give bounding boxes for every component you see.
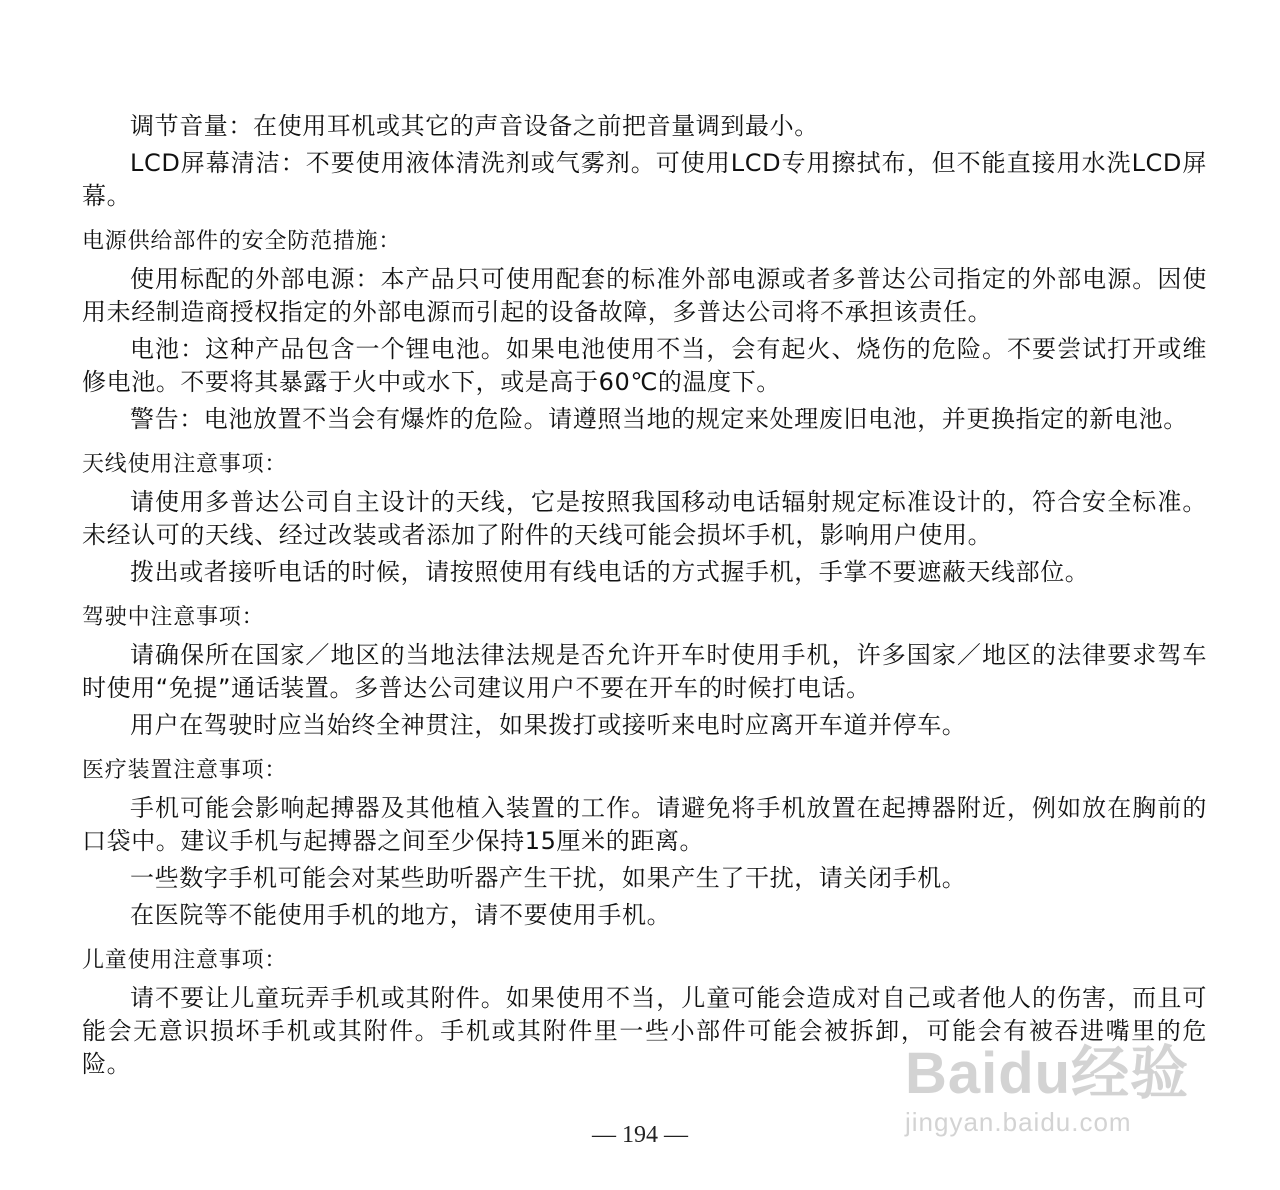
paragraph-pacemaker: 手机可能会影响起搏器及其他植入装置的工作。请避免将手机放置在起搏器附近，例如放在胸前的口袋中。建议手机与起搏器之间至少保持15厘米的距离。 — [82, 794, 1207, 855]
paragraph-driving-attention: 用户在驾驶时应当始终全神贯注，如果拨打或接听来电时应离开车道并停车。 — [130, 711, 967, 739]
paragraph-warning: 警告：电池放置不当会有爆炸的危险。请遵照当地的规定来处理废旧电池，并更换指定的新电池。 — [130, 405, 1188, 433]
paragraph-driving-law: 请确保所在国家／地区的当地法律法规是否允许开车时使用手机，许多国家／地区的法律要求驾车时使用“免提”通话装置。多普达公司建议用户不要在开车的时候打电话。 — [82, 641, 1207, 702]
document-page — [82, 110, 1207, 1081]
section-heading: 医疗装置注意事项： — [82, 758, 288, 783]
section-audio-lcd — [82, 110, 1207, 213]
paragraph-antenna-grip: 拨出或者接听电话的时候，请按照使用有线电话的方式握手机，手掌不要遮蔽天线部位。 — [130, 558, 1090, 586]
section-driving — [82, 603, 1207, 742]
paragraph-children: 请不要让儿童玩弄手机或其附件。如果使用不当，儿童可能会造成对自己或者他人的伤害，而且可能会无意识损坏手机或其附件。手机或其附件里一些小部件可能会被拆卸，可能会有被吞进嘴里的危险。 — [82, 984, 1207, 1078]
section-medical — [82, 756, 1207, 932]
section-heading: 驾驶中注意事项： — [82, 605, 265, 630]
section-power-safety — [82, 227, 1207, 436]
watermark-logo: Baidu经验 — [905, 1041, 1190, 1106]
paragraph-battery: 电池：这种产品包含一个锂电池。如果电池使用不当，会有起火、烧伤的危险。不要尝试打开或维修电池。不要将其暴露于火中或水下，或是高于60℃的温度下。 — [82, 335, 1207, 396]
section-heading: 电源供给部件的安全防范措施： — [82, 229, 402, 254]
watermark-url: jingyan.baidu.com — [905, 1107, 1132, 1137]
section-heading: 儿童使用注意事项： — [82, 948, 288, 973]
paragraph-hospital: 在医院等不能使用手机的地方，请不要使用手机。 — [130, 901, 672, 929]
paragraph-lcd-cleaning: LCD屏幕清洁：不要使用液体清洗剂或气雾剂。可使用LCD专用擦拭布，但不能直接用水洗LCD屏幕。 — [82, 149, 1207, 210]
paragraph-hearing-aid: 一些数字手机可能会对某些助听器产生干扰，如果产生了干扰，请关闭手机。 — [130, 864, 967, 892]
paragraph-antenna-design: 请使用多普达公司自主设计的天线，它是按照我国移动电话辐射规定标准设计的，符合安全标准。未经认可的天线、经过改装或者添加了附件的天线可能会损坏手机，影响用户使用。 — [82, 488, 1207, 549]
paragraph-external-power: 使用标配的外部电源：本产品只可使用配套的标准外部电源或者多普达公司指定的外部电源。因使用未经制造商授权指定的外部电源而引起的设备故障，多普达公司将不承担该责任。 — [82, 265, 1207, 326]
section-heading: 天线使用注意事项： — [82, 452, 288, 477]
page-number: — 194 — — [592, 1122, 688, 1148]
baidu-watermark — [905, 1042, 1205, 1138]
section-antenna — [82, 450, 1207, 589]
paragraph-volume: 调节音量：在使用耳机或其它的声音设备之前把音量调到最小。 — [130, 112, 819, 140]
